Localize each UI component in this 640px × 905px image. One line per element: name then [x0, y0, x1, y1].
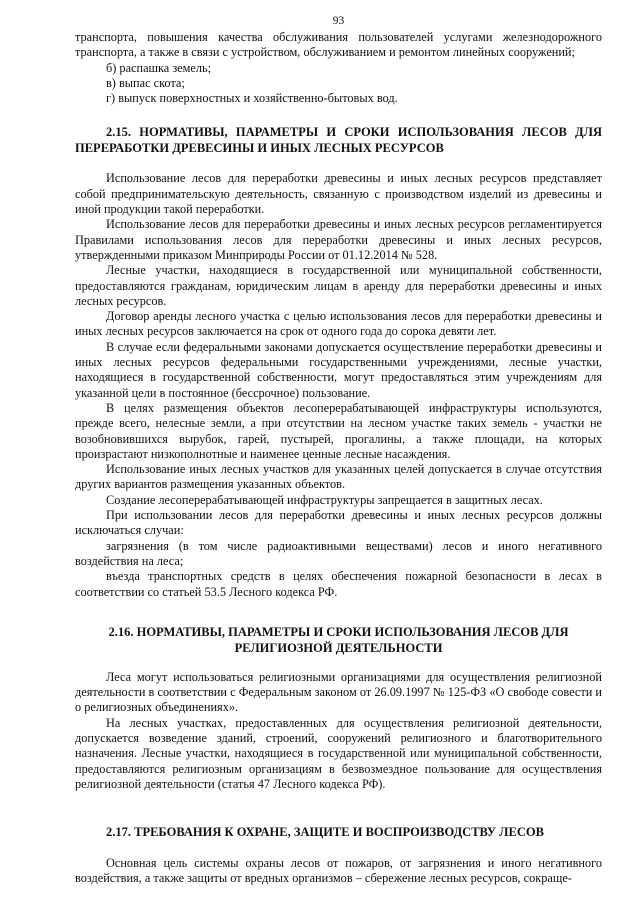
section-heading-2-17: 2.17. ТРЕБОВАНИЯ К ОХРАНЕ, ЗАЩИТЕ И ВОСПРОИЗВОДСТВУ ЛЕСОВ [106, 825, 544, 840]
paragraph: Создание лесоперерабатывающей инфраструктуры запрещается в защитных лесах. [106, 492, 543, 507]
page-number: 93 [332, 15, 345, 27]
paragraph: загрязнения (в том числе радиоактивными веществами) лесов и иного негативного воздействия на леса; [75, 538, 602, 568]
list-item: б) распашка земель; [106, 60, 212, 75]
paragraph: Договор аренды лесного участка с целью использования лесов для переработки древесины и иных лесных ресурсов заключается на срок от одного года до сорока девяти лет. [75, 309, 602, 339]
paragraph: въезда транспортных средств в целях обеспечения пожарной безопасности в лесах в соответствии со статьей 53.5 Лесного кодекса РФ. [75, 569, 602, 599]
paragraph: На лесных участках, предоставленных для осуществления религиозной деятельности, допускается возведение зданий, строений, сооружений религиозного и благотворительного назначения. Лесные участки, находящиеся в государственной или муниципальной собственности, предоставляются религиозным организациям в безвозмездное пользование для осуществления религиозной деятельности (статья 47 Лесного кодекса РФ). [75, 715, 602, 791]
intro-paragraph: транспорта, повышения качества обслуживания пользователей услугами железнодорожного транспорта, а также в связи с устройством, обслуживанием и ремонтом линейных сооружений; [75, 30, 602, 60]
paragraph: Использование иных лесных участков для указанных целей допускается в случае отсутствия других вариантов размещения указанных объектов. [75, 462, 602, 492]
section-heading-2-15: 2.15. НОРМАТИВЫ, ПАРАМЕТРЫ И СРОКИ ИСПОЛЬЗОВАНИЯ ЛЕСОВ ДЛЯ ПЕРЕРАБОТКИ ДРЕВЕСИНЫ И ИНЫХ ЛЕСНЫХ РЕСУРСОВ [75, 125, 602, 156]
section-body-2-16 [75, 670, 602, 792]
paragraph: В целях размещения объектов лесоперерабатывающей инфраструктуры используются, прежде всего, нелесные земли, а при отсутствии на лесном участке таких земель - участки не возобновившихся вырубок, гарей, пустырей, прогалины, а также площади, на которых произрастают низкополнотные и наименее ценные лесные насаждения. [75, 400, 602, 461]
list-item: в) выпас скота; [106, 75, 185, 90]
paragraph: При использовании лесов для переработки древесины и иных лесных ресурсов должны исключаться случаи: [75, 508, 602, 538]
paragraph: Использование лесов для переработки древесины и иных лесных ресурсов регламентируется Правилами использования лесов для переработки древесины и иных лесных ресурсов, утвержденными приказом Минприроды России от 01.12.2014 № 528. [75, 217, 602, 262]
section-body-2-15 [75, 171, 602, 599]
section-heading-2-16: 2.16. НОРМАТИВЫ, ПАРАМЕТРЫ И СРОКИ ИСПОЛЬЗОВАНИЯ ЛЕСОВ ДЛЯ РЕЛИГИОЗНОЙ ДЕЯТЕЛЬНОСТИ [108, 624, 569, 655]
paragraph: Леса могут использоваться религиозными организациями для осуществления религиозной деятельности в соответствии с Федеральным законом от 26.09.1997 № 125-ФЗ «О свободе совести и о религиозных объединениях». [75, 669, 602, 715]
paragraph: Использование лесов для переработки древесины и иных лесных ресурсов представляет собой предпринимательскую деятельность, связанную с производством изделий из древесины и иной продукции такой переработки. [75, 171, 602, 217]
section-body-2-17 [75, 856, 602, 887]
paragraph: Лесные участки, находящиеся в государственной или муниципальной собственности, предоставляются гражданам, юридическим лицам в аренду для переработки древесины и иных лесных ресурсов. [75, 263, 602, 308]
list-item: г) выпуск поверхностных и хозяйственно-бытовых вод. [106, 91, 398, 106]
paragraph: Основная цель системы охраны лесов от пожаров, от загрязнения и иного негативного воздействия, а также защиты от вредных организмов – сбережение лесных ресурсов, сокраще- [75, 856, 602, 886]
paragraph: В случае если федеральными законами допускается осуществление переработки древесины и иных лесных ресурсов федеральными государственными учреждениями, лесные участки, находящиеся в государственной собственности, могут предоставляться этим учреждениям для указанной цели в постоянное (бессрочное) пользование. [75, 339, 602, 400]
